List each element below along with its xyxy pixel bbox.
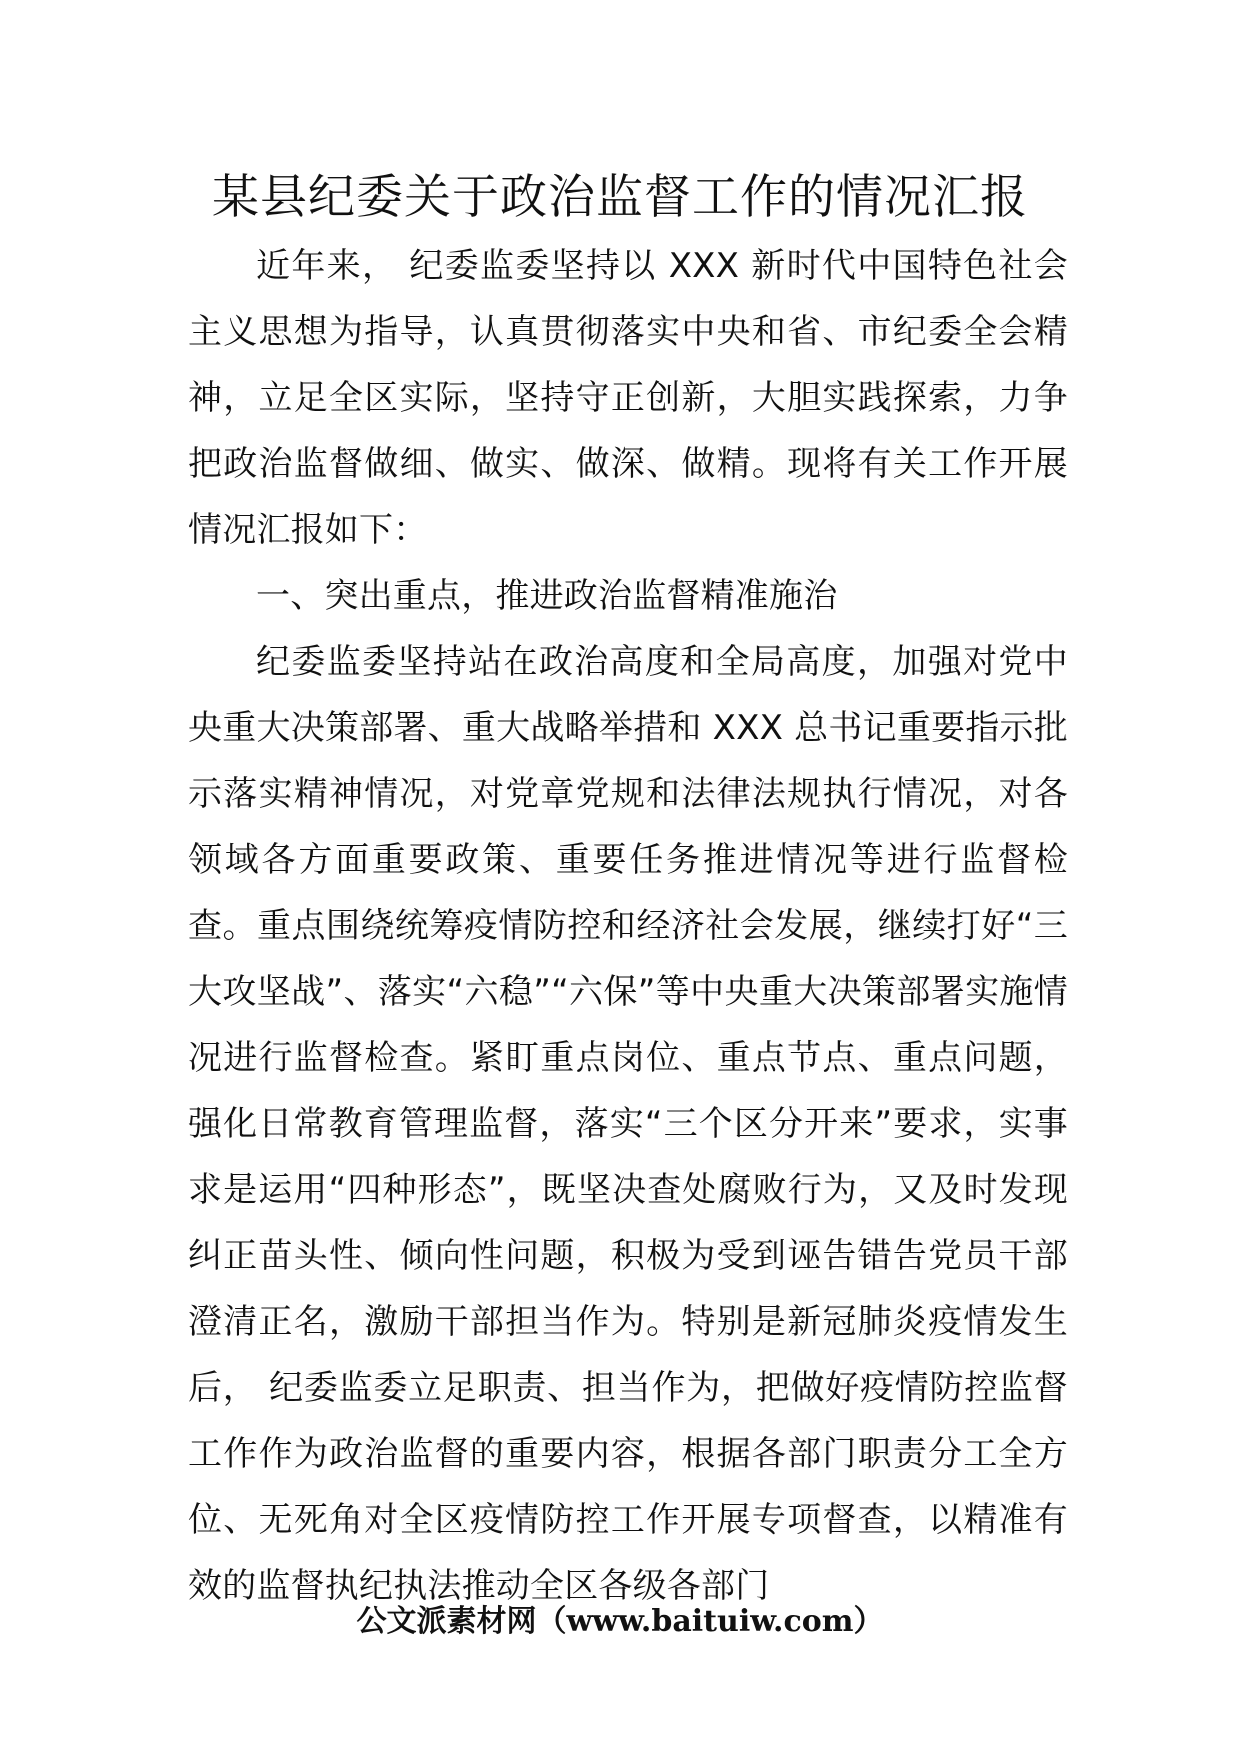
section-paragraph: 纪委监委坚持站在政治高度和全局高度，加强对党中央重大决策部署、重大战略举措和 XXX 总书记重要指示批示落实精神情况，对党章党规和法律法规执行情况，对各领域各方面重要政策、重要任务推进情况等进行监督检查。重点围绕统筹疫情防控和经济社会发展，继续打好“三大攻坚战”、落实“六稳”“六保”等中央重大决策部署实施情况进行监督检查。紧盯重点岗位、重点节点、重点问题，强化日常教育管理监督，落实“三个区分开来”要求，实事求是运用“四种形态”，既坚决查处腐败行为，又及时发现纠正苗头性、倾向性问题，积极为受到诬告错告党员干部澄清正名，激励干部担当作为。特别是新冠肺炎疫情发生后， 纪委监委立足职责、担当作为，把做好疫情防控监督工作作为政治监督的重要内容，根据各部门职责分工全方位、无死角对全区疫情防控工作开展专项督查，以精准有效的监督执纪执法推动全区各级各部门 <box>188 642 1068 1606</box>
section-heading: 一、突出重点，推进政治监督精准施治 <box>256 576 838 616</box>
document-title: 某县纪委关于政治监督工作的情况汇报 <box>212 170 1028 225</box>
document-body <box>188 233 1068 1619</box>
intro-paragraph: 近年来， 纪委监委坚持以 XXX 新时代中国特色社会主义思想为指导，认真贯彻落实中央和省、市纪委全会精神，立足全区实际，坚持守正创新，大胆实践探索，力争把政治监督做细、做实、做深、做精。现将有关工作开展情况汇报如下： <box>188 246 1068 550</box>
footer-watermark: 公文派素材网（www.baituiw.com） <box>356 1604 884 1639</box>
